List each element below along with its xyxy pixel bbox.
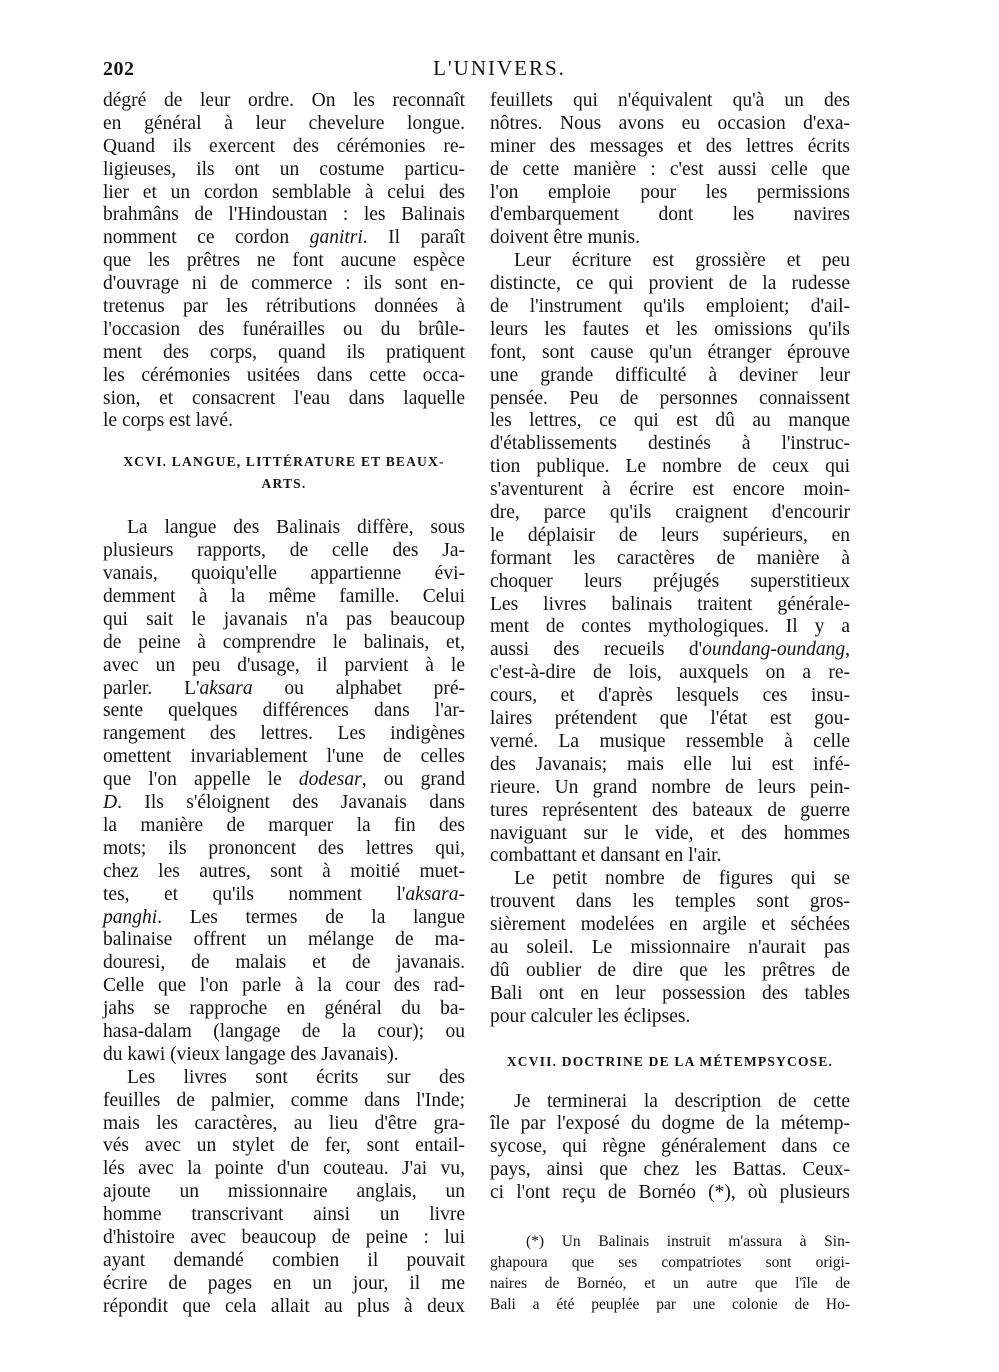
text-line: sion, et consacrent l'eau dans laquelle	[103, 387, 465, 409]
text-line: l'occasion des funérailles ou du brûle-	[103, 318, 465, 340]
text-line: ment des corps, quand ils pratiquent	[103, 341, 465, 363]
text-line: font, sont cause qu'un étranger éprouve	[490, 341, 850, 363]
text-line: une grande difficulté à deviner leur	[490, 364, 850, 386]
text-line: pays, ainsi que chez les Battas. Ceux-	[490, 1159, 850, 1181]
text-line: omettent invariablement l'une de celles	[103, 746, 465, 768]
section-heading-line: ARTS.	[261, 476, 307, 492]
running-title: L'UNIVERS.	[433, 56, 566, 80]
text-line: combattant et dansant en l'air.	[490, 845, 722, 867]
text-line: Les livres balinais traitent générale-	[490, 593, 850, 615]
text-line: distincte, ce qui provient de la rudesse	[490, 273, 850, 295]
paragraph	[490, 250, 850, 868]
text-line: choquer leurs préjugés superstitieux	[490, 570, 850, 592]
text-line: verné. La musique ressemble à celle	[490, 730, 850, 752]
text-line: au soleil. Le missionnaire n'aurait pas	[490, 936, 850, 958]
text-line: Bali a été peuplée par une colonie de Ho-	[490, 1295, 850, 1313]
text-line: miner des messages et des lettres écrits	[490, 135, 850, 157]
text-line: doivent être munis.	[490, 227, 641, 249]
text-line: lés avec la pointe d'un couteau. J'ai vu,	[103, 1158, 465, 1180]
paragraph	[103, 90, 465, 433]
text-line: rieure. Un grand nombre de leurs pein-	[490, 776, 850, 798]
text-line: que l'on appelle le dodesar, ou grand	[103, 769, 465, 791]
paragraph	[103, 517, 465, 1066]
text-line: qui sait le javanais n'a pas beaucoup	[103, 608, 465, 630]
text-line: écrire de pages en un jour, il me	[103, 1272, 465, 1294]
text-line: naires de Bornéo, et un autre que l'île de	[490, 1274, 850, 1292]
text-line: Quand ils exercent des cérémonies re-	[103, 135, 465, 157]
text-line: ghapoura que ses compatriotes sont origi-	[490, 1253, 850, 1271]
text-line: hasa-dalam (langage de la cour); ou	[103, 1020, 465, 1042]
text-line: ment de contes mythologiques. Il y a	[490, 616, 850, 638]
text-line: la manière de marquer la fin des	[103, 814, 465, 836]
text-line: tion publique. Le nombre de ceux qui	[490, 456, 850, 478]
text-line: parler. L'aksara ou alphabet pré-	[103, 677, 465, 699]
paragraph	[103, 1067, 465, 1319]
text-line: mais les caractères, au lieu d'être gra-	[103, 1112, 465, 1134]
text-line: pensée. Peu de personnes connaissent	[490, 387, 850, 409]
text-line: ayant demandé combien il pouvait	[103, 1249, 465, 1271]
text-line: nôtres. Nous avons eu occasion d'exa-	[490, 112, 850, 134]
text-line: lier et un cordon semblable à celui des	[103, 181, 465, 203]
text-line: balinaise offrent un mélange de ma-	[103, 929, 465, 951]
paragraph	[490, 90, 850, 250]
text-line: île par l'exposé du dogme de la métemp-	[490, 1113, 850, 1135]
text-line: sièrement modelées en argile et séchées	[490, 914, 850, 936]
text-line: des Javanais; mais elle lui est infé-	[490, 753, 850, 775]
text-line: brahmâns de l'Hindoustan : les Balinais	[103, 204, 465, 226]
text-line: l'on emploie pour les permissions	[490, 181, 850, 203]
text-line: (*) Un Balinais instruit m'assura à Sin-	[526, 1232, 850, 1250]
section-heading-xcvii	[490, 1051, 850, 1073]
text-line: le déplaisir de leurs supérieurs, en	[490, 524, 850, 546]
text-line: Les livres sont écrits sur des	[127, 1066, 465, 1088]
text-line: demment à la même famille. Celui	[103, 586, 465, 608]
text-line: sente quelques différences dans l'ar-	[103, 700, 465, 722]
text-line: tretenus par les rétributions données à	[103, 296, 465, 318]
text-line: plusieurs rapports, de celle des Ja-	[103, 540, 465, 562]
paragraph	[490, 868, 850, 1028]
text-line: formant les caractères de manière à	[490, 547, 850, 569]
text-line: homme transcrivant ainsi un livre	[103, 1204, 465, 1226]
footnote	[490, 1231, 850, 1315]
text-line: feuilles de palmier, comme dans l'Inde;	[103, 1089, 465, 1111]
text-line: Leur écriture est grossière et peu	[514, 250, 850, 272]
text-line: aussi des recueils d'oundang-oundang,	[490, 639, 850, 661]
text-line: de cette manière : c'est aussi celle que	[490, 158, 850, 180]
text-line: d'embarquement dont les navires	[490, 204, 850, 226]
paragraph	[490, 1091, 850, 1205]
text-line: jahs se rapproche en général du ba-	[103, 998, 465, 1020]
text-line: sycose, qui règne généralement dans ce	[490, 1136, 850, 1158]
text-line: les lettres, ce qui est dû au manque	[490, 410, 850, 432]
text-line: c'est-à-dire de lois, auxquels on a re-	[490, 662, 850, 684]
left-column	[103, 90, 465, 1319]
text-line: ajoute un missionnaire anglais, un	[103, 1181, 465, 1203]
text-line: d'établissements destinés à l'instruc-	[490, 433, 850, 455]
text-line: en général à leur chevelure longue.	[103, 112, 465, 134]
text-line: vanais, quoiqu'elle appartienne évi-	[103, 563, 465, 585]
text-line: que les prêtres ne font aucune espèce	[103, 250, 465, 272]
page-number: 202	[103, 58, 135, 80]
text-line: d'ouvrage ni de commerce : ils sont en-	[103, 273, 465, 295]
text-line: rangement des lettres. Les indigènes	[103, 723, 465, 745]
text-line: laires prétendent que l'état est gou-	[490, 708, 850, 730]
text-line: nomment ce cordon ganitri. Il paraît	[103, 227, 465, 249]
text-line: Celle que l'on parle à la cour des rad-	[103, 975, 465, 997]
text-line: s'aventurent à écrire est encore moin-	[490, 479, 850, 501]
text-line: répondit que cela allait au plus à deux	[103, 1295, 465, 1317]
section-heading-line: XCVI. LANGUE, LITTÉRATURE ET BEAUX-	[123, 454, 445, 470]
right-column	[490, 90, 850, 1315]
text-line: d'histoire avec beaucoup de peine : lui	[103, 1226, 465, 1248]
text-line: leurs les fautes et les omissions qu'ils	[490, 318, 850, 340]
text-line: pour calculer les éclipses.	[490, 1005, 691, 1027]
text-line: du kawi (vieux langage des Javanais).	[103, 1043, 399, 1065]
text-line: ligieuses, ils ont un costume particu-	[103, 158, 465, 180]
text-line: tures représentent des bateaux de guerre	[490, 799, 850, 821]
text-line: douresi, de malais et de javanais.	[103, 952, 465, 974]
section-heading-line: XCVII. DOCTRINE DE LA MÉTEMPSYCOSE.	[506, 1053, 834, 1069]
text-line: ci l'ont reçu de Bornéo (*), où plusieurs	[490, 1182, 850, 1204]
text-line: dre, parce qu'ils craignent d'encourir	[490, 502, 850, 524]
text-line: dû oublier de dire que les prêtres de	[490, 959, 850, 981]
text-line: le corps est lavé.	[103, 410, 233, 432]
text-line: chez les autres, sont à moitié muet-	[103, 860, 465, 882]
text-line: cours, et d'après lesquels ces insu-	[490, 685, 850, 707]
text-line: feuillets qui n'équivalent qu'à un des	[490, 90, 850, 111]
text-line: Bali ont en leur possession des tables	[490, 982, 850, 1004]
text-line: tes, et qu'ils nomment l'aksara-	[103, 883, 465, 905]
text-line: D. Ils s'éloignent des Javanais dans	[103, 792, 465, 814]
text-line: panghi. Les termes de la langue	[103, 906, 465, 928]
text-line: les cérémonies usitées dans cette occa-	[103, 364, 465, 386]
text-line: vés avec un stylet de fer, sont entail-	[103, 1135, 465, 1157]
text-line: avec un peu d'usage, il parvient à le	[103, 654, 465, 676]
text-line: Le petit nombre de figures qui se	[514, 868, 850, 890]
text-line: mots; ils prononcent des lettres qui,	[103, 837, 465, 859]
text-line: de peine à comprendre le balinais, et,	[103, 631, 465, 653]
text-line: Je terminerai la description de cette	[514, 1090, 850, 1112]
text-line: naviguant sur le vide, et des hommes	[490, 822, 850, 844]
text-line: La langue des Balinais diffère, sous	[127, 517, 465, 539]
text-line: trouvent dans les temples sont gros-	[490, 891, 850, 913]
text-line: de l'instrument qu'ils emploient; d'ail-	[490, 296, 850, 318]
text-line: dégré de leur ordre. On les reconnaît	[103, 90, 465, 111]
section-heading-xcvi	[103, 451, 465, 495]
